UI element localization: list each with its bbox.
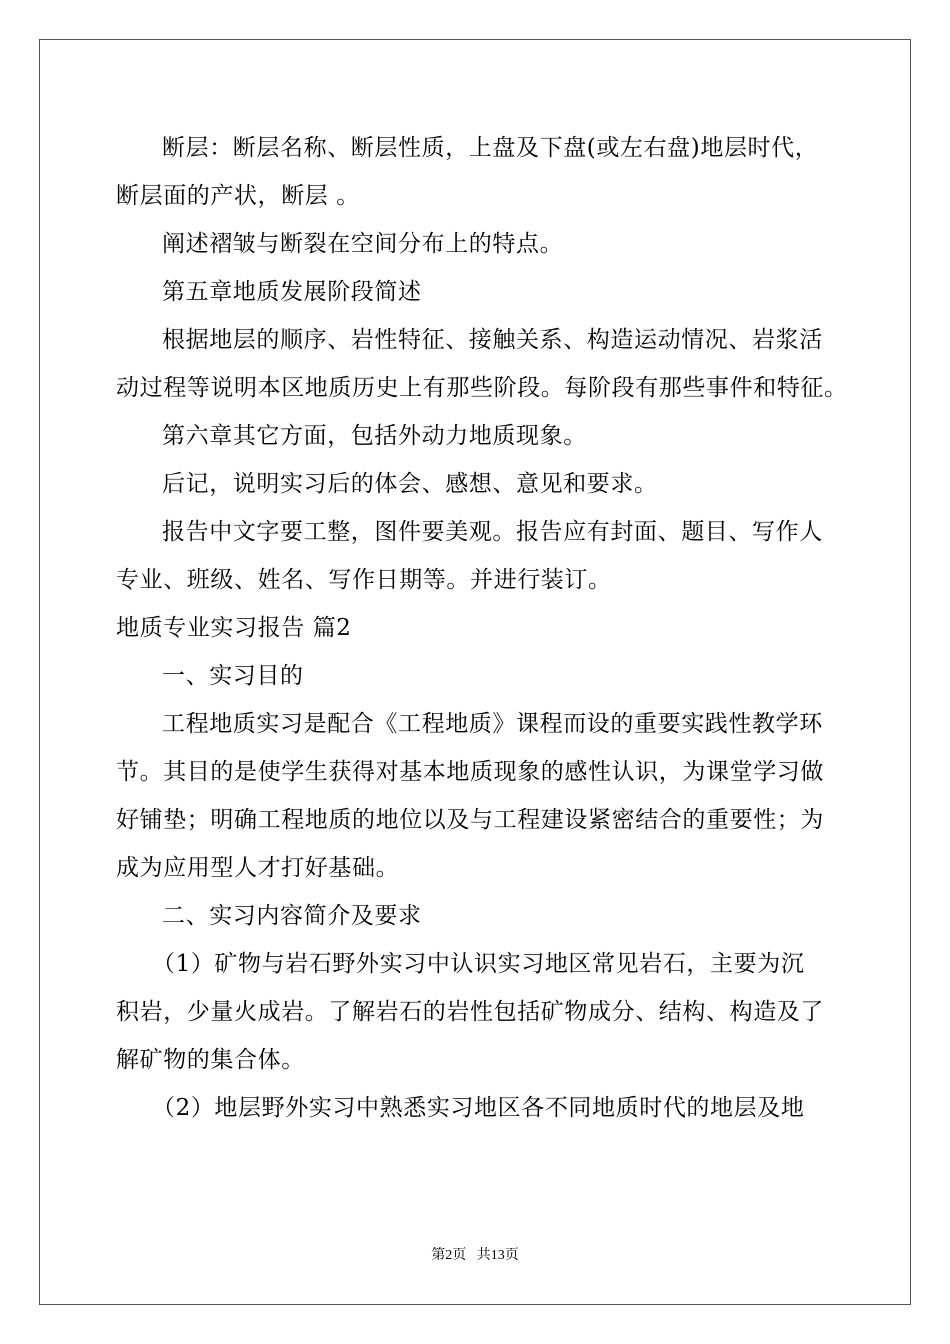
- paragraph-line: 后记，说明实习后的体会、感想、意见和要求。: [162, 471, 658, 497]
- paragraph-line: 阐述褶皱与断裂在空间分布上的特点。: [162, 231, 564, 257]
- section-heading: 二、实习内容简介及要求: [162, 903, 422, 929]
- paragraph-line: 好铺垫；明确工程地质的地位以及与工程建设紧密结合的重要性；为: [116, 807, 824, 833]
- paragraph-line: 专业、班级、姓名、写作日期等。并进行装订。: [116, 567, 612, 593]
- section-heading: 一、实习目的: [162, 663, 304, 689]
- paragraph-line: 动过程等说明本区地质历史上有那些阶段。每阶段有那些事件和特征。: [116, 375, 848, 401]
- chapter-heading: 第五章地质发展阶段简述: [162, 279, 422, 305]
- paragraph-line: 成为应用型人才打好基础。: [116, 855, 400, 881]
- section-title: 地质专业实习报告 篇2: [116, 615, 352, 641]
- chapter-heading: 第六章其它方面，包括外动力地质现象。: [162, 423, 587, 449]
- paragraph-line: 工程地质实习是配合《工程地质》课程而设的重要实践性教学环: [162, 711, 823, 737]
- paragraph-line: 积岩，少量火成岩。了解岩石的岩性包括矿物成分、结构、构造及了: [116, 999, 824, 1025]
- page-number-footer: 第2页 共13页: [431, 1248, 519, 1263]
- paragraph-line: （2）地层野外实习中熟悉实习地区各不同地质时代的地层及地: [152, 1095, 805, 1121]
- paragraph-line: 报告中文字要工整，图件要美观。报告应有封面、题目、写作人: [162, 519, 823, 545]
- paragraph-line: （1）矿物与岩石野外实习中认识实习地区常见岩石，主要为沉: [152, 951, 805, 977]
- paragraph-line: 节。其目的是使学生获得对基本地质现象的感性认识，为课堂学习做: [116, 759, 824, 785]
- paragraph-line: 解矿物的集合体。: [116, 1047, 305, 1073]
- document-body: [116, 124, 848, 1132]
- paragraph-line: 根据地层的顺序、岩性特征、接触关系、构造运动情况、岩浆活: [162, 327, 823, 353]
- paragraph-line: 断层：断层名称、断层性质，上盘及下盘(或左右盘)地层时代，: [162, 135, 819, 161]
- paragraph-line: 断层面的产状，断层 。: [116, 183, 360, 209]
